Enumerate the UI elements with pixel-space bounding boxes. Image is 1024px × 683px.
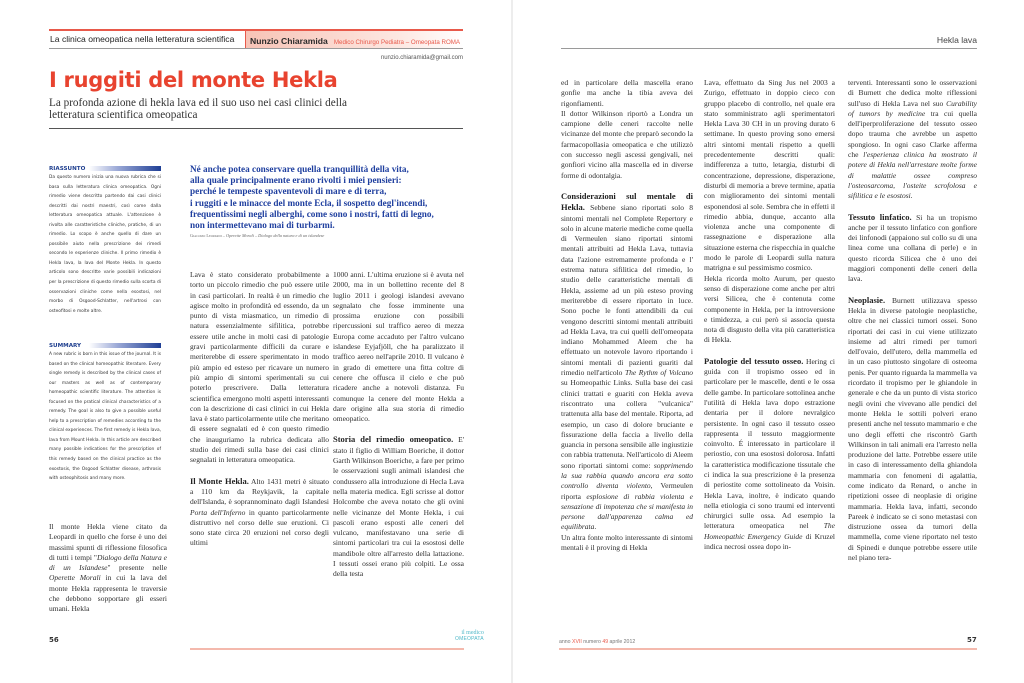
logo-line-2: OMEOPATA	[455, 635, 484, 642]
paragraph: Patologie del tessuto osseo. Hering ci guida con il tropismo osseo ed in particolare per le mascelle, denti e le ossa delle gambe. In particolare sottolinea anche l'utilità di Hekla lava dopo estrazione dentaria per il dolore nevralgico persistente. In ogni caso il tessuto osseo rappresenta il tessuto maggiormente coinvolto. É interessato in particolare il periostio, con una esostosi dolorosa. Infatti la caratteristica modificazione tissutale che ci indica la sua prescrizione è la presenza di periostite come sottolineato da Voisin. Hekla Lava, inoltre, è indicato quando nella etiologia ci sono traumi ed interventi chirurgici sulle ossa. Ad esempio la letteratura omeopatica nel The Homeopathic Emergency Guide di Kruzel indica necrosi ossea dopo in-	[704, 355, 835, 552]
section-heading: Neoplasie.	[848, 294, 886, 305]
footer-rule-right	[559, 648, 977, 650]
paragraph: Neoplasie. Burnett utilizzava spesso Hekla in diverse patologie neoplastiche, oltre che nei classici tumori ossei. Sono riportati dei casi in cui viene utilizzato insieme ad altri rimedi per tumori dell'ovaio, dell'utero, della mammella ed in un caso piuttosto singolare di osteoma penis. Per quanto riguarda la mammella va ricordato il tropismo per le ghiandole in generale e che da un punto di vista storico negli ovini che vivevano alle pendici del monte Hekla le sottili polveri erano presenti anche nel tessuto mammario e che uno degli effetti che riscontrò Garth Wilkinson in tali animali era l'arresto nella produzione del latte. Potrebbe essere utile in caso di interessamento della ghiandola mammaria con fenomeni di agalattia, come indicato da Renard, o anche in ripetizioni ossee di neoplasie di origine mammaria. Hekla lava, infatti, secondo Pareek è indicato se ci sono metastasi con distruzione ossea da tumori della mammella, come viene riportato nel testo di Spinedi e dunque potrebbe essere utile nel piano tera-	[848, 294, 977, 563]
author-email[interactable]: nunzio.chiaramida@gmail.com	[380, 55, 463, 61]
epigraph-author: Giacomo Leopardi	[190, 233, 222, 238]
header-bottom-rule-right	[561, 48, 977, 49]
paragraph: terventi. Interessanti sono le osservazioni di Burnett che dedica molte riflessioni sull'uso di Hekla Lava nel suo Curability of tumors by medicine tra cui quella dell'iperproliferazione del tessuto osseo dopo trauma che avrebbe un aspetto spongioso. In ogni caso Clarke afferma che l'esperienza clinica ha mostrato il potere di Hekla nell'arrestare molte forme di malattie ossee compreso l'osteosarcoma, l'osteite scrofolosa e sifilitica e le esostosi.	[848, 78, 977, 201]
body-column-5	[704, 78, 835, 552]
riassunto-label: RIASSUNTO	[49, 165, 86, 172]
section-heading: Considerazioni sul mentale di Hekla.	[561, 190, 693, 213]
body-column-6	[848, 78, 977, 563]
paragraph: Un altra fonte molto interessante di sintomi mentali è il proving di Hekla	[561, 532, 693, 553]
summary-heading	[49, 342, 161, 349]
paragraph: Lava è stato considerato probabilmente a torto un piccolo rimedio che può essere utile in casi particolari. In realtà è un rimedio che agisce molto in profondità ed essendo, da un punto di vista miasmatico, un rimedio di natura essenzialmente sifilitica, potrebbe essere utile anche in molti casi di patologie gravi particolarmente difficili da curare e meriterebbe di essere sperimentato in modo più ampio ed esteso per ricavare un numero più ampio di sintomi sperimentali su cui poterlo prescrivere. Dalla letteratura scientifica emergono molti aspetti interessanti con la descrizione di casi clinici in cui Hekla lava è stato particolarmente utile che meritano di essere segnalati ed è con questo rimedio che inauguriamo la rubrica dedicata allo studio dei rimedi sulla base dei casi clinici segnalati in letteratura omeopatica.	[190, 270, 329, 465]
paragraph: Lava, effettuato da Sing Jus nel 2003 a Zurigo, effettuato in doppio cieco con gruppo placebo di controllo, nel quale era stato somministrato agli sperimentatori Hekla Lava 30 CH in un proving durato 6 settimane. In questo proving sono emersi altri sintomi mentali rispetto a quelli precedentemente descritti quali: indifferenza a tutto, letargia, disturbi di concentrazione, depressione, disperazione, disturbi di memoria a breve termine, apatia con miglioramento dei sintomi mentali esponendosi al sole. Sembra che in effetti il rimedio abbia, dunque, accanto alla violenza anche una componente di rassegnazione e disperazione alla situazione esterna che rispecchia in qualche modo le parole di Leopardi sulla natura matrigna e sul pessimismo cosmico.	[704, 78, 835, 273]
author-name: Nunzio Chiaramida	[250, 36, 328, 46]
paragraph: Tessuto linfatico. Si ha un tropismo anche per il tessuto linfatico con gonfiore dei linfonodi (appaiono sul collo su di una linea come una collana di perle) e in questo ricorda Silicea che è uno dei maggiori componenti delle ceneri della lava.	[848, 211, 977, 284]
body-column-3	[333, 270, 464, 580]
summary-label: SUMMARY	[49, 342, 82, 349]
section-heading: Storia del rimedio omeopatico.	[333, 434, 454, 445]
footer-rule	[190, 648, 464, 650]
paragraph: Il monte Hekla viene citato da Leopardi in quello che forse è uno dei massimi spunti di riflessione filosofica di tutti i tempi "Dialogo della Natura e di un Islandese" presente nelle Operette Morali in cui la lava del monte Hekla rappresenta le traversie che debbono sopportare gli esseri umani. Hekla	[49, 522, 167, 614]
heading-gradient-bar	[89, 166, 161, 171]
paragraph: Considerazioni sul mentale di Hekla. Sebbene siano riportati solo 8 sintomi mentali nel Complete Repertory e solo in alcune materie mediche come quella di Vermeulen siano riportati sintomi mentali attribuiti ad Hekla Lava, tuttavia data l'azione estremamente profonda e l' estrema natura sifilitica del rimedio, lo studio delle caratteristiche mentali di Hekla, assieme ad un più esteso proving meriterebbe di essere riportato in luce. Sono poche le fonti attendibili da cui vengono descritti sintomi mentali attribuiti ad Hekla Lava, tra cui quelli dell'omeopata indiano Mohammed Aleem che ha effettuato un notevole lavoro riportando i sintomi mentali di pazienti guariti dal rimedio nell'articolo The Rythm of Volcano su Homeopathic Links. Sulla base dei casi clinici trattati e guariti con Hekla aveva riscontrato una collera "vulcanica" trattenuta alla base del mentale. Riporta, ad esempio, un caso di dolore bruciante e fissurazione della faccia a livello della guancia in persona sensibile alle ingiustizie con rabbia trattenuta. Nell'articolo di Aleem sono riportati sintomi come: sopprimendo la sua rabbia quando ancora era sotto controllo diventa violento, Vermeulen riporta esplosione di rabbia violenta e sensazione di impotenza che si manifesta in persone dall'apparenza calma ed equilibrata.	[561, 190, 693, 532]
epigraph-source: Operette Morali – Dialogo della natura e di un islandese	[226, 233, 325, 238]
epigraph-line: i ruggiti e le minacce del monte Ecla, il sospetto degl'incendi,	[190, 197, 428, 208]
logo-line-1: il medico	[461, 630, 484, 636]
heading-gradient-bar	[89, 343, 161, 348]
paragraph: Storia del rimedio omeopatico. E' stato il figlio di William Boeriche, il dottor Garth Wilkinson Boeriche, a fare per primo le osservazioni sugli animali islandesi che condussero alla introduzione di Hecla Lava nella materia medica. Egli scrisse al dottor Holcombe che aveva notato che gli ovini nelle vicinanze del Monte Hekla, i cui pascoli erano esposti alle ceneri del vulcano, manifestavano una serie di sintomi particolari tra cui la esostosi delle mandibole oltre all'arresto della lattazione. I tessuti ossei erano più colpiti. Le ossa della testa	[333, 434, 464, 579]
paragraph: Il Monte Hekla. Alto 1431 metri è situato a 110 km da Reykjavik, la capitale dell'Islanda, è soprannominato dagli Islandesi Porta dell'Inferno in quanto particolarmente distruttivo nel corso delle sue eruzioni. Ci sono state circa 20 eruzioni nel corso degli ultimi	[190, 475, 330, 548]
article-subtitle: La profonda azione di hekla lava ed il suo uso nei casi clinici della letteratura scientifica omeopatica	[49, 97, 347, 121]
body-column-2	[190, 270, 329, 549]
page-number-right: 57	[967, 636, 977, 644]
section-heading: Il Monte Hekla.	[190, 475, 249, 486]
epigraph-attribution: Giacomo Leopardi – Operette Morali – Dialogo della natura e di un islandese	[190, 233, 325, 238]
riassunto-text: Da questo numero inizia una nuova rubrica che si basa sulla letteratura clinica omeopatica. Ogni rimedio viene descritto partendo dai casi clinici descritti dai nostri maestri, così come dalla letteratura omeopatica attuale. L'attenzione è rivolta alle caratteristiche cliniche, pratiche, di un rimedio. Lo scopo è anche quello di dare un possibile aiuto nella prescrizione dei rimedi secondo le esperienze cliniche. Il primo rimedio è Hekla lava, la lava del Monte Hekla. In questo articolo sono descritte varie possibili indicazioni per la prescrizione di questo rimedio sulla scorta di osservazioni cliniche come nella esostosi, nel morbo di Osgood-Schlatter, nell'artrosi con osteofitosi e molte altre.	[49, 175, 161, 314]
series-title: La clinica omeopatica nella letteratura scientifica	[50, 34, 235, 44]
riassunto-heading	[49, 165, 161, 172]
paragraph: Hekla ricorda molto Aurum, per questo senso di disperazione come anche per altri versi Silicea, che è contenuta come componente in Hekla, per la introversione e timidezza, a cui però si associa questa nota di disgusto della vita più caratteristica di Hekla.	[704, 273, 835, 345]
author-role: Medico Chirurgo Pediatra – Omeopata ROMA	[333, 39, 461, 46]
page-number-left: 56	[49, 636, 59, 644]
summary-text: A new rubric is born in this issue of the journal. It is based on the clinical homeopathic literature. Every single remedy is described by the clinical cases of our masters as well as of contemporary homeopathic scientific literature. The attention is focused on the pratical clinical characteristics of a remedy. The goal is also to give a possible useful help to a prescription of remedies according to the clinical experiences. The first remedy is Hekla lava, lava from Mount Hekla. In this article are described many possible indications for the prescription of this remedy based on the clinical practice as the exostosis, the Osgood Schlatter disease, arthrosis with osteophitosis and many more.	[49, 352, 161, 482]
epigraph-line: non intermettevano mai di turbarmi.	[190, 220, 335, 231]
epigraph-line: perché le tempeste spaventevoli di mare e di terra,	[190, 186, 387, 197]
header-bottom-rule	[49, 48, 463, 49]
running-header	[49, 31, 463, 48]
running-header-right: Hekla lava	[936, 35, 977, 45]
epigraph-line: frequentissimi negli alberghi, come sono i nostri, fatti di legno,	[190, 208, 434, 219]
article-title: I ruggiti del monte Hekla	[49, 68, 338, 92]
body-column-1	[49, 522, 167, 615]
paragraph: 1000 anni. L'ultima eruzione si è avuta nel 2000, ma in un bollettino recente del 8 luglio 2011 i geologi islandesi avevano segnalato che fosse imminente una prossima eruzione con possibili ripercussioni sul traffico aereo di mezza Europa come accaduto per l'altro vulcano islandese Eyjafjöll, che ha paralizzato il traffico aereo nell'aprile 2010. Il vulcano è in grado di emettere una fitta coltre di cenere che offusca il cielo e che può ricadere anche a notevoli distanza. Fu comunque la cenere del monte Hekla a dare origine alla sua storia di rimedio omeopatico.	[333, 270, 464, 424]
issue-info: anno XVII numero 49 aprile 2012	[559, 639, 636, 645]
epigraph-line: Né anche potea conservare quella tranquillità della vita,	[190, 164, 409, 174]
section-heading: Patologie del tessuto osseo.	[704, 355, 804, 366]
paragraph: Il dottor Wilkinson riportò a Londra un campione delle ceneri raccolte nelle vicinanze del monte che preparò secondo la farmacopollasia omeopatica e che utilizzò con successo negli ascessi gengivali, nei gonfiori vicino alla mascella ed in diverse forme di odontalgia.	[561, 108, 693, 180]
title-divider	[49, 128, 463, 129]
epigraph-quote	[190, 164, 480, 231]
author-box	[245, 31, 463, 48]
journal-logo	[455, 631, 484, 642]
epigraph-line: alla quale principalmente erano rivolti i miei pensieri:	[190, 175, 402, 186]
section-heading: Tessuto linfatico.	[848, 211, 912, 222]
body-column-4	[561, 78, 693, 553]
paragraph: ed in particolare della mascella erano gonfie ma anche la tibia aveva dei rigonfiamenti.	[561, 78, 693, 108]
